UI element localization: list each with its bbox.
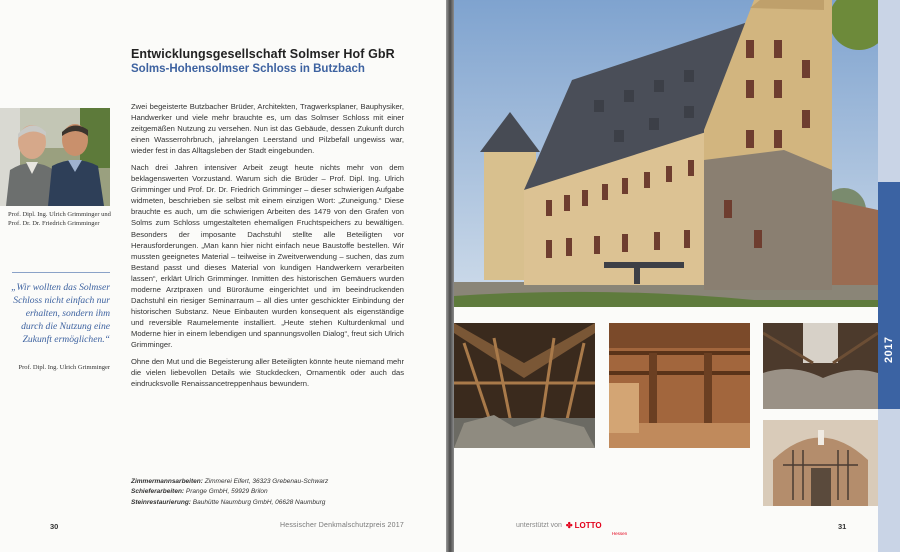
body-paragraph: Nach drei Jahren intensiver Arbeit zeugt heute nichts mehr von dem beklagenswerten Vorzustand. Warum sich die Brüder – Prof. Dipl. Ing. Ulrich Grimminger und Prof. Dr. Dr. Friedrich Grimminger – dieser schwierigen Aufgabe widmeten, beschrieben sie selbst mit einem einzigen Wort: „Zuneigung.“ Diese brauchte es auch, um die schwierigen Arbeiten des 1479 von den Grafen von Solms zum Schloss umgestalteten ehemaligen Fruchtspeichers zu bewältigen. Besonders der imposante Dachstuhl stellte alle Beteiligten vor Herausforderungen. „Man kann hier nicht einfach neue Baustoffe bestellen. Wir mussten geeignetes Material – teilweise in Zweitverwendung – suchen, das zum Bestand passt und dieses Material von kundigen Handwerkern verarbeiten lassen“, erklärt Ulrich Grimminger. Inmitten des historischen Gemäuers wurden moderne Arztpraxen und Büroräume eingerichtet und im beeindruckenden Dachstuhl ein riesiger Seminarraum – all dies unter geschickter Einbindung der historischen Substanz. Neue Einbauten wurden konsequent als eigenständige und reversible Raumelemente installiert. „Heute stehen Kulturdenkmal und Moderne hier in einem lebendigen und spannungsvollen Dialog“, freut sich Ulrich Grimminger. (131, 163, 404, 349)
portrait-caption-line-1: Prof. Dipl. Ing. Ulrich Grimminger und (8, 211, 111, 218)
body-paragraph: Zwei begeisterte Butzbacher Brüder, Architekten, Tragwerksplaner, Bauphysiker, Handwerker und viele mehr brauchte es, um das Solmser Schloss mit einer zeitgemäßen Nutzung zu versehen. Nun ist das Gebäude, dessen Zukunft durch einen Wasserrohrbruch, jahrelangen Leerstand und Pilzbefall ungewiss war, wieder fest in das Alltagsleben der Stadt eingebunden. (131, 102, 404, 156)
footer-publication: Hessischer Denkmalschutzpreis 2017 (280, 522, 404, 529)
article-body (131, 101, 404, 395)
page-number-left: 30 (50, 522, 59, 531)
credit-label: Schieferarbeiten: (131, 488, 185, 496)
page-number-right: 31 (838, 522, 847, 531)
credit-label: Steinrestaurierung: (131, 498, 191, 506)
staircase-photo (763, 420, 878, 506)
sponsor-prefix: unterstützt von (516, 522, 562, 529)
lotto-clover-icon: ✤ (565, 521, 573, 530)
credit-line (131, 477, 391, 487)
credit-value: Prange GmbH, 59929 Brilon (185, 488, 268, 496)
year-label: 2017 (883, 336, 895, 364)
body-paragraph: Ohne den Mut und die Begeisterung aller Beteiligten könnte heute niemand mehr die vielen liebevollen Details wie Stuckdecken, Ornamentik oder auch das eindrucksvolle Renaissancetreppenhaus bewundern. (131, 357, 404, 389)
roof-truss-after-photo (609, 323, 750, 448)
lotto-wordmark: LOTTO (574, 521, 602, 530)
credit-line (131, 487, 391, 497)
year-tab (878, 182, 900, 409)
quote-attribution: Prof. Dipl. Ing. Ulrich Grimminger (18, 364, 110, 371)
page-title: Entwicklungsgesellschaft Solmser Hof GbR (131, 47, 395, 61)
credits-list (131, 477, 391, 508)
lotto-subtitle: Hessen (611, 531, 628, 536)
portrait-photo (0, 108, 110, 206)
castle-photo (454, 0, 878, 307)
credit-line (131, 498, 391, 508)
rubble-attic-photo (763, 323, 878, 409)
sponsor-footer (516, 521, 628, 536)
quote-rule-top (12, 272, 110, 273)
credit-value: Bauhütte Naumburg GmbH, 06628 Naumburg (192, 498, 326, 506)
credit-value: Zimmerei Eifert, 36323 Grebenau-Schwarz (204, 478, 329, 485)
page-subtitle: Solms-Hohensolmser Schloss in Butzbach (131, 63, 365, 75)
pull-quote: „Wir wollten das Solmser Schloss nicht einfach nur erhalten, sondern ihm durch die Nutzung eine Zukunft ermöglichen.“ (11, 282, 110, 345)
portrait-caption (8, 210, 116, 228)
roof-truss-before-photo (454, 323, 595, 448)
lotto-logo (565, 521, 628, 536)
portrait-caption-line-2: Prof. Dr. Dr. Friedrich Grimminger (8, 220, 100, 227)
book-gutter (446, 0, 454, 552)
credit-label: Zimmermannsarbeiten: (131, 478, 203, 485)
